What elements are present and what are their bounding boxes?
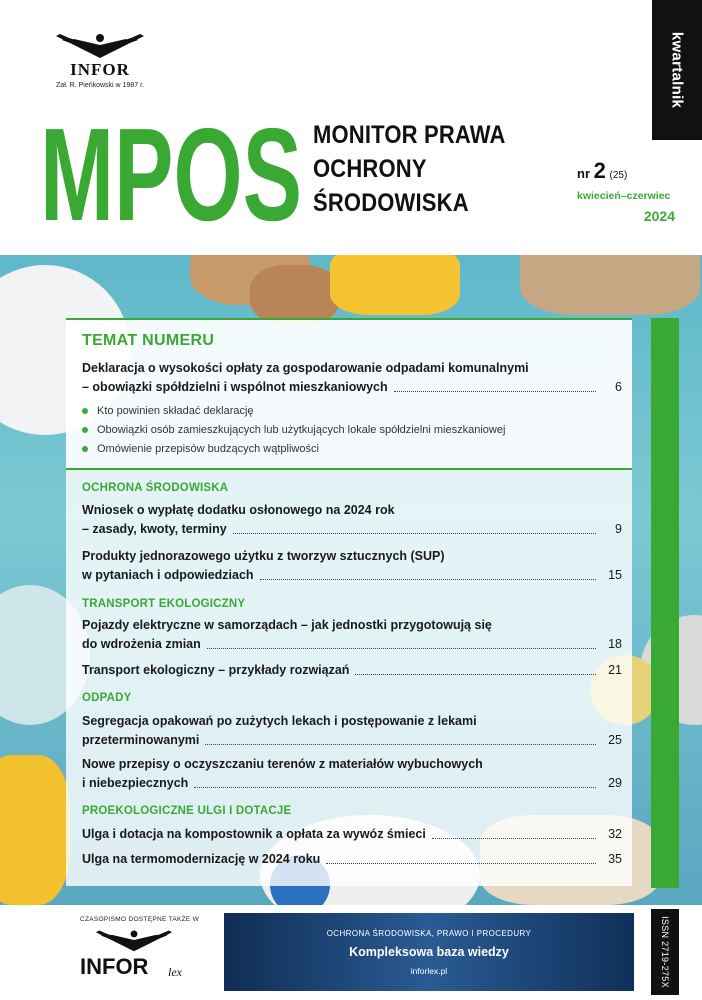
publisher-logo (40, 30, 160, 92)
bullet-dot-icon (82, 427, 88, 433)
article-title-line: – obowiązki spółdzielni i wspólnot mieszkaniowych (82, 380, 388, 394)
title-line-3: ŚRODOWISKA (313, 189, 469, 217)
issue-info (577, 158, 687, 224)
table-of-contents (66, 318, 632, 886)
title-line-2: OCHRONY (313, 155, 427, 183)
page-number: 21 (608, 663, 622, 677)
toc-entry (82, 850, 622, 869)
article-title-line: Produkty jednorazowego użytku z tworzyw sztucznych (SUP) (82, 549, 445, 563)
leader-dots (260, 579, 596, 580)
article-line (82, 712, 622, 731)
article-line (82, 774, 622, 793)
leader-dots (207, 648, 596, 649)
page-number: 9 (615, 522, 622, 536)
issue-year: 2024 (643, 208, 675, 224)
page-number: 35 (608, 852, 622, 866)
banner-line-2: Kompleksowa baza wiedzy (349, 945, 509, 959)
inforlex-logo-name: INFOR (80, 954, 149, 979)
issue-period: kwiecień–czerwiec (577, 190, 671, 202)
leader-dots (394, 391, 596, 392)
page-number: 6 (615, 380, 622, 394)
page-number: 25 (608, 733, 622, 747)
featured-bullet (82, 405, 254, 417)
magazine-title (313, 118, 542, 220)
article-line (82, 850, 622, 869)
article-title-line: Segregacja opakowań po zużytych lekach i postępowanie z lekami (82, 714, 477, 728)
page-number: 18 (608, 637, 622, 651)
sections-panel (66, 468, 632, 886)
article-line (82, 635, 622, 654)
leader-dots (355, 674, 596, 675)
article-title-line: Pojazdy elektryczne w samorządach – jak jednostki przygotowują się (82, 618, 492, 632)
article-line (82, 661, 622, 680)
bullet-text: Obowiązki osób zamieszkujących lub użytkujących lokale spółdzielni mieszkaniowej (97, 424, 506, 436)
banner-link[interactable]: inforlex.pl (410, 966, 448, 976)
issue-number: 2 (593, 158, 606, 183)
section-heading: ODPADY (82, 692, 132, 704)
article-line (82, 378, 622, 397)
photo-yellow-bottle (330, 255, 460, 315)
section-heading: OCHRONA ŚRODOWISKA (82, 482, 229, 494)
frequency-label: kwartalnik (668, 31, 686, 109)
photo-cup (250, 265, 340, 325)
toc-entry (82, 712, 622, 750)
inforlex-logo-suffix: lex (168, 965, 182, 979)
green-side-band (651, 318, 679, 888)
section-heading: PROEKOLOGICZNE ULGI I DOTACJE (82, 805, 292, 817)
toc-entry (82, 547, 622, 585)
toc-entry (82, 661, 622, 680)
inforlex-banner[interactable] (224, 913, 634, 991)
toc-entry (82, 825, 622, 844)
bullet-text: Kto powinien składać deklarację (97, 405, 254, 417)
featured-bullet (82, 424, 505, 436)
mpos-logo-text: MPOS (40, 112, 302, 230)
winged-emblem-icon (46, 30, 154, 60)
footer (0, 905, 702, 1000)
article-line (82, 755, 622, 774)
leader-dots (233, 533, 596, 534)
article-title-line: Ulga i dotacja na kompostownik a opłata za wywóz śmieci (82, 827, 426, 841)
page-number: 29 (608, 776, 622, 790)
article-title-line: – zasady, kwoty, terminy (82, 522, 227, 536)
featured-bullet (82, 443, 319, 455)
article-line (82, 566, 622, 585)
article-title-line: Wniosek o wypłatę dodatku osłonowego na 2024 rok (82, 503, 395, 517)
winged-emblem-icon (86, 927, 182, 953)
article-line (82, 359, 622, 378)
page-number: 32 (608, 827, 622, 841)
issn-label: ISSN 2719-275X (660, 916, 670, 988)
photo-yellow-bottle (0, 755, 70, 905)
leader-dots (432, 838, 596, 839)
toc-entry (82, 501, 622, 539)
issue-total: (25) (609, 170, 628, 181)
issue-prefix: nr (577, 166, 590, 181)
article-title-line: Transport ekologiczny – przykłady rozwiązań (82, 663, 350, 677)
frequency-tab (652, 0, 702, 140)
bullet-dot-icon (82, 408, 88, 414)
photo-egg-carton (520, 255, 700, 315)
article-line (82, 731, 622, 750)
article-title-line: Nowe przepisy o oczyszczaniu terenów z materiałów wybuchowych (82, 757, 483, 771)
article-line (82, 520, 622, 539)
issue-number-line (577, 158, 687, 184)
article-line (82, 825, 622, 844)
leader-dots (205, 744, 596, 745)
inforlex-logo (80, 927, 210, 987)
footer-tagline: CZASOPISMO DOSTĘPNE TAKŻE W (80, 916, 200, 923)
article-line (82, 501, 622, 520)
article-line (82, 547, 622, 566)
featured-article (82, 359, 622, 397)
mpos-logo (40, 112, 302, 230)
section-heading: TRANSPORT EKOLOGICZNY (82, 598, 246, 610)
article-title-line: Deklaracja o wysokości opłaty za gospodarowanie odpadami komunalnymi (82, 361, 529, 375)
mpos-logo-graphic (40, 112, 302, 230)
issn-tab (651, 909, 679, 995)
publisher-name: INFOR (70, 60, 130, 79)
article-title-line: do wdrożenia zmian (82, 637, 201, 651)
title-line-1: MONITOR PRAWA (313, 121, 506, 149)
featured-panel (66, 318, 632, 468)
bullet-dot-icon (82, 446, 88, 452)
article-title-line: Ulga na termomodernizację w 2024 roku (82, 852, 321, 866)
article-title-line: przeterminowanymi (82, 733, 200, 747)
bullet-text: Omówienie przepisów budzących wątpliwości (97, 443, 319, 455)
featured-heading: TEMAT NUMERU (82, 332, 215, 349)
leader-dots (194, 787, 596, 788)
publisher-founded: Zał. R. Pieńkowski w 1987 r. (56, 82, 144, 89)
article-line (82, 616, 622, 635)
banner-line-1: OCHRONA ŚRODOWISKA, PRAWO I PROCEDURY (326, 929, 532, 938)
page-number: 15 (608, 568, 622, 582)
toc-entry (82, 616, 622, 654)
toc-entry (82, 755, 622, 793)
leader-dots (326, 863, 596, 864)
article-title-line: i niebezpiecznych (82, 776, 189, 790)
article-title-line: w pytaniach i odpowiedziach (82, 568, 254, 582)
